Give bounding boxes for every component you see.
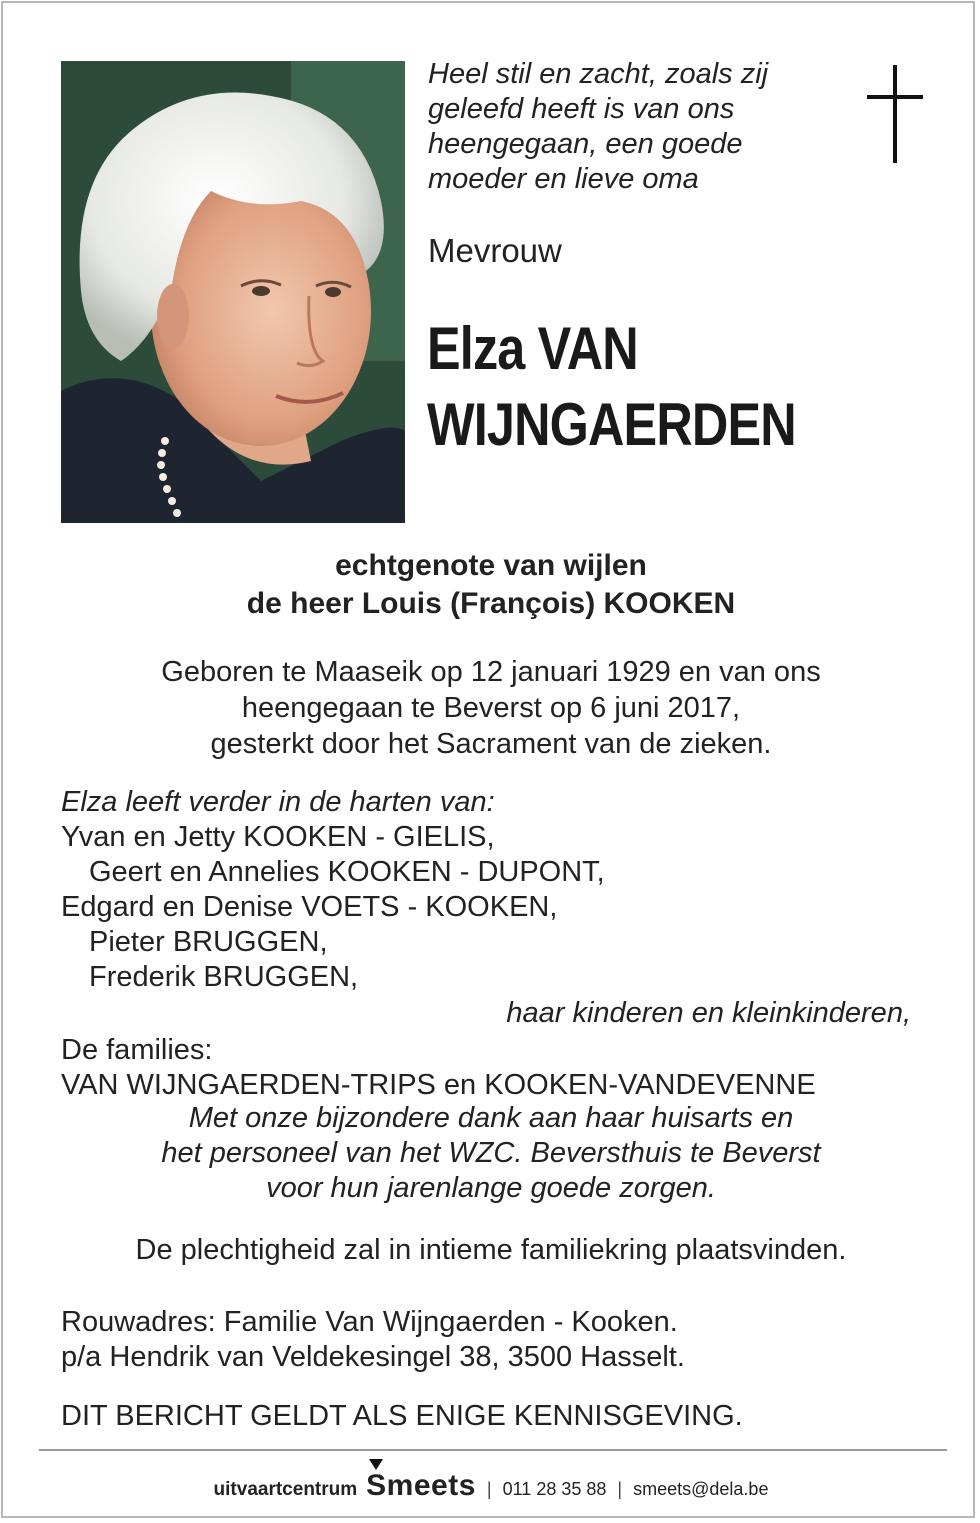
obituary-card — [1, 1, 975, 1518]
address-line1: Rouwadres: Familie Van Wijngaerden - Kooken. — [61, 1306, 678, 1338]
deceased-name-line1: Elza VAN — [427, 315, 638, 382]
salutation: Mevrouw — [428, 232, 562, 269]
closing-statement: DIT BERICHT GELDT ALS ENIGE KENNISGEVING. — [61, 1400, 743, 1432]
families-label: De families: — [61, 1034, 213, 1066]
families-block — [61, 1033, 816, 1103]
address-line2: p/a Hendrik van Veldekesingel 38, 3500 Hasselt. — [61, 1341, 685, 1373]
born-line: Geboren te Maaseik op 12 januari 1929 en van ons — [161, 656, 821, 688]
survivors-role: haar kinderen en kleinkinderen, — [506, 997, 911, 1029]
spouse-line1: echtgenote van wijlen — [335, 549, 647, 582]
portrait-photo — [61, 61, 405, 523]
spouse-info — [3, 547, 979, 623]
survivor-item: Frederik BRUGGEN, — [89, 961, 359, 993]
birth-death-info — [3, 654, 979, 762]
footer-divider — [39, 1449, 947, 1451]
survivor-item: Edgard en Denise VOETS - KOOKEN, — [61, 891, 558, 923]
survivors-list — [61, 785, 605, 995]
footer-separator: | — [486, 1479, 492, 1499]
footer-separator: | — [617, 1479, 623, 1499]
funeral-home-footer — [3, 1469, 979, 1503]
thanks-line: voor hun jarenlange goede zorgen. — [266, 1172, 716, 1204]
thanks-line: het personeel van het WZC. Beversthuis te Beverst — [161, 1137, 821, 1169]
survivor-item: Geert en Annelies KOOKEN - DUPONT, — [89, 856, 605, 888]
thanks-line: Met onze bijzondere dank aan haar huisarts en — [188, 1102, 794, 1134]
families-names: VAN WIJNGAERDEN-TRIPS en KOOKEN-VANDEVENNE — [61, 1069, 816, 1101]
cross-icon — [865, 65, 925, 168]
intro-line: geleefd heeft is van ons — [428, 93, 735, 125]
born-line: heengegaan te Beverst op 6 juni 2017, — [241, 692, 741, 724]
portrait-illustration — [61, 61, 405, 523]
mourning-address — [61, 1305, 685, 1375]
deceased-name — [427, 311, 864, 463]
survivor-item: Pieter BRUGGEN, — [89, 926, 328, 958]
footer-email[interactable]: smeets@dela.be — [633, 1479, 769, 1499]
footer-label: uitvaartcentrum — [213, 1479, 358, 1500]
spouse-line2: de heer Louis (François) KOOKEN — [246, 587, 736, 620]
deceased-name-line2: WIJNGAERDEN — [427, 391, 796, 458]
footer-phone[interactable]: 011 28 35 88 — [502, 1479, 607, 1499]
born-line: gesterkt door het Sacrament van de zieken. — [210, 728, 772, 760]
intro-line: heengegaan, een goede — [428, 128, 743, 160]
survivor-item: Yvan en Jetty KOOKEN - GIELIS, — [61, 821, 495, 853]
intro-verse — [428, 57, 848, 197]
footer-brand: Smeets — [366, 1469, 476, 1502]
ceremony-note: De plechtigheid zal in intieme familiekring plaatsvinden. — [135, 1234, 847, 1266]
intro-line: moeder en lieve oma — [428, 163, 699, 195]
thanks-note — [3, 1101, 979, 1206]
intro-line: Heel stil en zacht, zoals zij — [428, 58, 769, 90]
survivors-intro: Elza leeft verder in de harten van: — [61, 786, 495, 818]
